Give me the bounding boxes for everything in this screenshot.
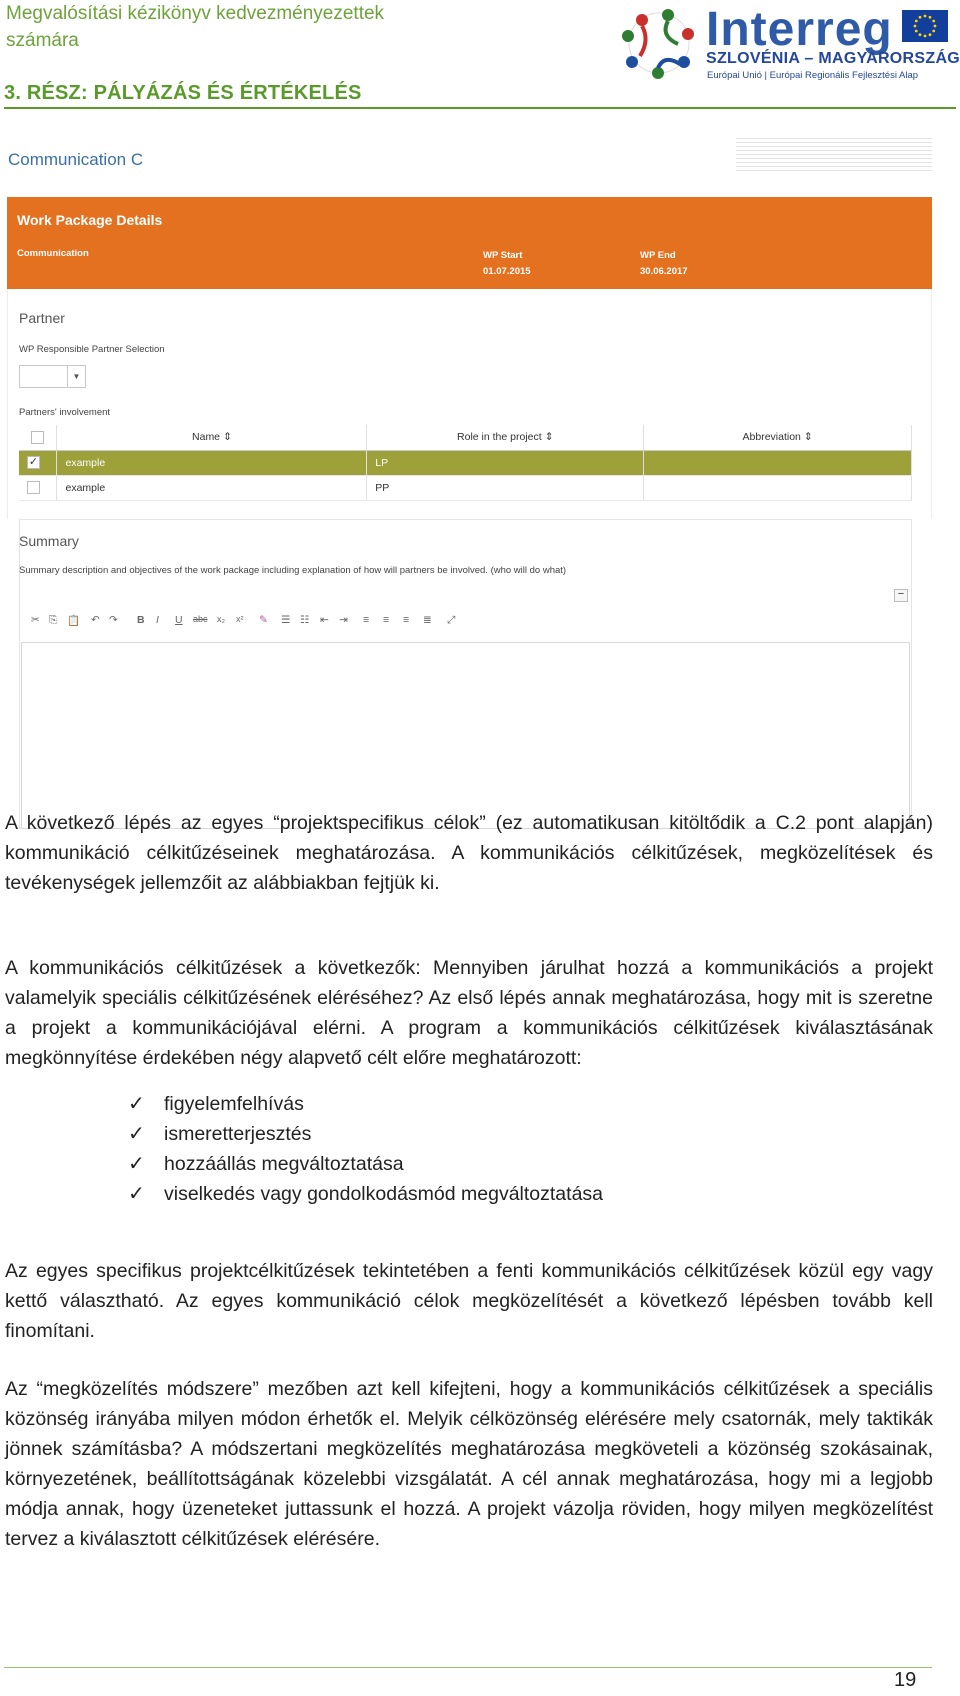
list-item-text: ismeretterjesztés bbox=[164, 1123, 312, 1145]
summary-description: Summary description and objectives of the work package including explanation of how will partners be involved. (who will do what) bbox=[19, 565, 567, 576]
align-center-icon[interactable]: ≡ bbox=[383, 614, 390, 626]
bold-icon[interactable]: B bbox=[137, 614, 145, 626]
wp-end-value: 30.06.2017 bbox=[640, 266, 688, 277]
paragraph-3: Az egyes specifikus projektcélkitűzések tekintetében a fenti kommunikációs célkitűzések közül egy vagy kettő választható. Az egyes kommunikáció célok megközelítését a következő lépésben tovább kell finomítani. bbox=[5, 1260, 933, 1342]
partner-name-cell: example bbox=[57, 475, 367, 500]
partner-abbreviation-cell bbox=[644, 475, 912, 500]
partner-name-cell: example bbox=[57, 450, 367, 475]
paragraph-2: A kommunikációs célkitűzések a következők: Mennyiben járulhat hozzá a kommunikációs a projekt valamelyik speciális célkitűzésének eléréséhez? Az első lépés annak meghatározása, hogy mit is szeretne a projekt a kommunikációjával elérni. A program a kommunikációs célkitűzések kiválasztásának megkönnyítése érdekében négy alapvető célt előre meghatározott: bbox=[5, 957, 933, 1069]
checkmark-icon: ✓ bbox=[128, 1153, 145, 1175]
wp-end-label: WP End bbox=[640, 250, 676, 261]
wp-start-label: WP Start bbox=[483, 250, 523, 261]
editor-toolbar bbox=[19, 610, 910, 634]
align-right-icon[interactable]: ≡ bbox=[403, 614, 410, 626]
interreg-logo bbox=[620, 3, 960, 81]
align-justify-icon[interactable]: ≣ bbox=[423, 614, 432, 626]
strikethrough-icon[interactable]: abc bbox=[193, 614, 208, 624]
checkmark-icon: ✓ bbox=[128, 1183, 145, 1205]
responsible-partner-label: WP Responsible Partner Selection bbox=[19, 344, 165, 355]
page-number: 19 bbox=[894, 1669, 917, 1691]
select-all-checkbox[interactable] bbox=[31, 431, 44, 444]
form-heading: Communication C bbox=[8, 150, 144, 169]
subscript-icon[interactable]: x₂ bbox=[217, 614, 225, 624]
align-left-icon[interactable]: ≡ bbox=[363, 614, 370, 626]
document-title: Megvalósítási kézikönyv kedvezményezettek számára bbox=[6, 3, 385, 51]
copy-icon[interactable]: ⎘ bbox=[49, 614, 58, 626]
collapse-button[interactable]: − bbox=[894, 589, 908, 602]
table-row[interactable] bbox=[19, 475, 912, 500]
maximize-icon[interactable]: ⤢ bbox=[447, 614, 456, 626]
list-item bbox=[128, 1179, 603, 1209]
chevron-down-icon: ▼ bbox=[67, 366, 85, 387]
column-header-name[interactable]: Name ⇕ bbox=[57, 425, 367, 450]
wp-name: Communication bbox=[17, 248, 89, 259]
list-item bbox=[128, 1089, 603, 1119]
table-row[interactable] bbox=[19, 450, 912, 475]
underline-icon[interactable]: U bbox=[175, 614, 183, 626]
partner-role-cell: LP bbox=[367, 450, 644, 475]
remove-format-icon[interactable]: ✎ bbox=[259, 614, 268, 626]
objectives-list bbox=[128, 1089, 603, 1209]
column-header-abbreviation[interactable]: Abbreviation ⇕ bbox=[644, 425, 912, 450]
row-checkbox-checked[interactable]: ✓ bbox=[28, 456, 39, 468]
paragraph-4: Az “megközelítés módszere” mezőben azt kell kifejteni, hogy a kommunikációs célkitűzések a speciális közönség irányába milyen módon érhetők el. Melyik célközönség elérésére mely csatornák, mely taktikák jönnek számításba? A módszertani megközelítés meghatározása megköveteli a közönség szokásainak, környezetének, beállítottságának közelebbi vizsgálatát. A cél annak meghatározása, hogy mi a legjobb módja annak, hogy üzeneteket juttassunk el hozzá. A projekt vázolja röviden, hogy milyen megközelítést tervez a kiválasztott célkitűzések elérésére. bbox=[5, 1378, 933, 1550]
outdent-icon[interactable]: ⇤ bbox=[320, 614, 329, 626]
column-header-role[interactable]: Role in the project ⇕ bbox=[367, 425, 644, 450]
cut-icon[interactable]: ✂ bbox=[31, 614, 40, 626]
list-item-text: figyelemfelhívás bbox=[164, 1093, 304, 1115]
italic-icon[interactable]: I bbox=[156, 614, 159, 626]
decorative-stripes bbox=[736, 138, 932, 172]
si-hu-emblem-icon bbox=[620, 6, 698, 80]
partners-involvement-label: Partners' involvement bbox=[19, 407, 111, 418]
list-item bbox=[128, 1119, 603, 1149]
row-select-cell[interactable] bbox=[19, 450, 57, 475]
section-title: 3. RÉSZ: PÁLYÁZÁS ÉS ÉRTÉKELÉS bbox=[4, 82, 362, 104]
partners-table bbox=[19, 425, 912, 501]
row-checkbox[interactable] bbox=[27, 481, 40, 494]
wp-start-value: 01.07.2015 bbox=[483, 266, 531, 277]
checkmark-icon: ✓ bbox=[128, 1093, 145, 1115]
select-all-cell[interactable] bbox=[19, 425, 57, 450]
numbered-list-icon[interactable]: ☰ bbox=[281, 614, 291, 626]
paste-icon[interactable]: 📋 bbox=[67, 615, 81, 627]
list-item-text: hozzáállás megváltoztatása bbox=[164, 1153, 404, 1175]
work-package-header bbox=[7, 197, 932, 289]
eu-flag-icon bbox=[902, 10, 948, 42]
summary-editor-textarea[interactable] bbox=[21, 642, 910, 829]
table-header-row bbox=[19, 425, 912, 450]
header-divider bbox=[4, 107, 956, 109]
partner-abbreviation-cell bbox=[644, 450, 912, 475]
wp-title: Work Package Details bbox=[17, 212, 163, 228]
indent-icon[interactable]: ⇥ bbox=[339, 614, 348, 626]
row-select-cell[interactable] bbox=[19, 475, 57, 500]
footer-divider bbox=[4, 1667, 932, 1668]
partner-heading: Partner bbox=[19, 310, 65, 326]
list-item bbox=[128, 1149, 603, 1179]
bullet-list-icon[interactable]: ☷ bbox=[300, 614, 310, 626]
redo-icon[interactable]: ↷ bbox=[109, 614, 118, 626]
responsible-partner-select[interactable] bbox=[19, 365, 86, 388]
summary-heading: Summary bbox=[19, 533, 79, 549]
logo-country-text: SZLOVÉNIA – MAGYARORSZÁG bbox=[706, 50, 960, 67]
checkmark-icon: ✓ bbox=[128, 1123, 145, 1145]
paragraph-1: A következő lépés az egyes “projektspecifikus célok” (ez automatikusan kitöltődik a C.2 pont alapján) kommunikáció célkitűzéseinek meghatározása. A kommunikációs célkitűzések, megközelítések és tevékenységek jellemzőit az alábbiakban fejtjük ki. bbox=[5, 812, 933, 894]
logo-subtitle: Európai Unió | Európai Regionális Fejlesztési Alap bbox=[707, 70, 919, 81]
superscript-icon[interactable]: x² bbox=[236, 614, 244, 624]
list-item-text: viselkedés vagy gondolkodásmód megváltoztatása bbox=[164, 1183, 604, 1205]
undo-icon[interactable]: ↶ bbox=[91, 614, 100, 626]
partner-role-cell: PP bbox=[367, 475, 644, 500]
interreg-wordmark: Interreg bbox=[706, 3, 893, 56]
